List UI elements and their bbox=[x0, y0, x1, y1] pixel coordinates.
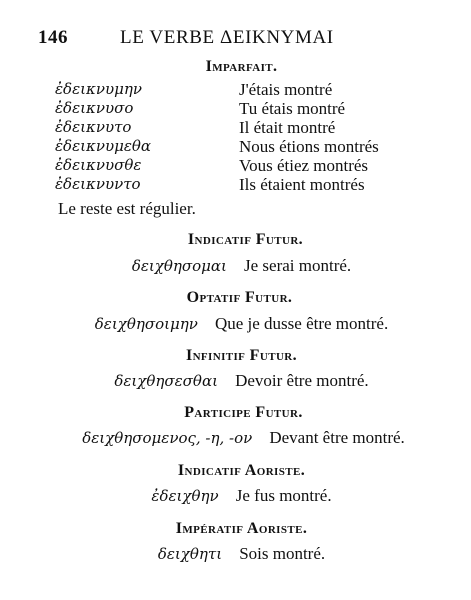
conjugation-row bbox=[55, 99, 455, 118]
conjugation-row bbox=[55, 118, 455, 137]
greek-form: ἐδειχθην bbox=[151, 487, 219, 505]
french-translation: J'étais montré bbox=[239, 80, 333, 99]
heading-infinitif-futur: Infinitif Futur. bbox=[185, 347, 298, 364]
greek-form: ἐδεικνυσο bbox=[55, 99, 134, 117]
heading-imperatif-aoriste: Impératif Aoriste. bbox=[175, 520, 308, 537]
imparfait-conjugation-table bbox=[55, 80, 455, 194]
imperatif-aoriste-line bbox=[6, 544, 471, 564]
french-translation: Devant être montré. bbox=[269, 428, 405, 447]
french-translation: Que je dusse être montré. bbox=[214, 314, 389, 333]
note-text: Le reste est régulier. bbox=[58, 199, 196, 218]
french-translation: Tu étais montré bbox=[239, 99, 346, 118]
french-translation: Devoir être montré. bbox=[235, 371, 369, 390]
greek-form: δειχθησομαι bbox=[131, 257, 227, 275]
french-translation: Vous étiez montrés bbox=[239, 156, 369, 175]
greek-form: δειχθησομενος, -η, -ον bbox=[82, 429, 253, 447]
heading-participe-futur: Participe Futur. bbox=[184, 404, 303, 421]
participe-futur-line bbox=[8, 428, 471, 448]
greek-form: δειχθησεσθαι bbox=[114, 372, 218, 390]
conjugation-row bbox=[55, 175, 455, 194]
french-translation: Nous étions montrés bbox=[239, 137, 379, 156]
optatif-futur-line bbox=[6, 314, 471, 334]
indicatif-futur-line bbox=[6, 256, 471, 276]
french-translation: Il était montré bbox=[239, 118, 336, 137]
conjugation-row bbox=[55, 156, 455, 175]
french-translation: Ils étaient montrés bbox=[239, 175, 365, 194]
greek-form: δειχθητι bbox=[157, 545, 223, 563]
heading-optatif-futur: Optatif Futur. bbox=[186, 289, 293, 306]
page-number: 146 bbox=[38, 27, 68, 48]
greek-form: ἐδεικνυντο bbox=[55, 175, 141, 193]
greek-form: δειχθησοιμην bbox=[94, 315, 198, 333]
conjugation-row bbox=[55, 80, 455, 99]
heading-indicatif-futur: Indicatif Futur. bbox=[187, 231, 304, 248]
french-translation: Je fus montré. bbox=[235, 486, 332, 505]
greek-form: ἐδεικνυτο bbox=[55, 118, 132, 136]
greek-form: ἐδεικνυμεθα bbox=[55, 137, 152, 155]
greek-form: ἐδεικνυμην bbox=[55, 80, 142, 98]
infinitif-futur-line bbox=[6, 371, 471, 391]
french-translation: Je serai montré. bbox=[244, 256, 352, 275]
running-title: LE VERBE ΔΕΙΚΝΥΜΑΙ bbox=[120, 27, 334, 48]
heading-indicatif-aoriste: Indicatif Aoriste. bbox=[177, 462, 306, 479]
page-header bbox=[38, 27, 448, 51]
heading-imparfait: Imparfait. bbox=[205, 58, 278, 75]
conjugation-row bbox=[55, 137, 455, 156]
greek-form: ἐδεικνυσθε bbox=[55, 156, 142, 174]
indicatif-aoriste-line bbox=[6, 486, 471, 506]
french-translation: Sois montré. bbox=[239, 544, 326, 563]
